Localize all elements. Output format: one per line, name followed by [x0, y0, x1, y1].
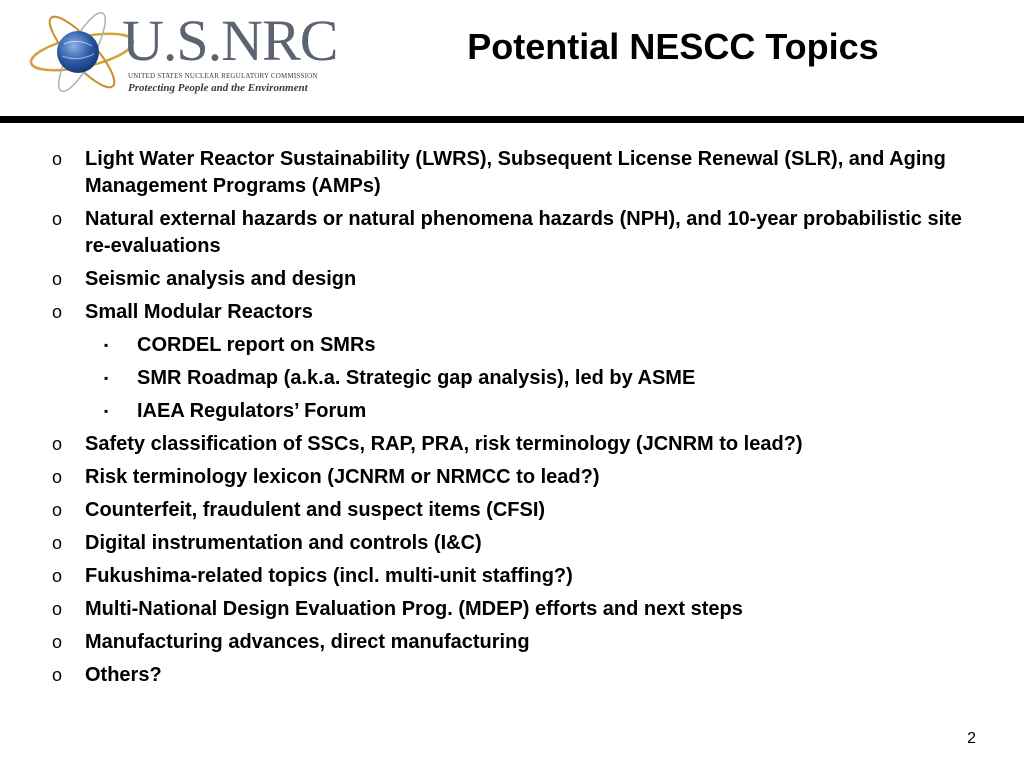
list-item-text: Multi-National Design Evaluation Prog. (MDEP) efforts and next steps [85, 598, 743, 620]
circle-bullet-icon: o [52, 149, 63, 169]
sub-list-item-text: SMR Roadmap (a.k.a. Strategic gap analysis), led by ASME [137, 367, 696, 389]
square-bullet-icon: ▪ [104, 404, 109, 418]
page-number: 2 [967, 730, 976, 747]
logo-tagline: Protecting People and the Environment [128, 82, 308, 94]
topic-list [52, 146, 972, 695]
list-item [52, 662, 972, 689]
logo-agency-name: UNITED STATES NUCLEAR REGULATORY COMMISSION [128, 72, 318, 80]
circle-bullet-icon: o [52, 533, 63, 553]
circle-bullet-icon: o [52, 566, 63, 586]
circle-bullet-icon: o [52, 599, 63, 619]
list-item [52, 299, 972, 326]
nrc-logo [24, 6, 344, 98]
list-item-text: Safety classification of SSCs, RAP, PRA, risk terminology (JCNRM to lead?) [85, 433, 803, 455]
circle-bullet-icon: o [52, 665, 63, 685]
list-item-text: Natural external hazards or natural phenomena hazards (NPH), and 10-year probabilistic site re-evaluations [85, 208, 962, 257]
list-item-text: Others? [85, 664, 162, 686]
list-item-text: Light Water Reactor Sustainability (LWRS), Subsequent License Renewal (SLR), and Aging Management Programs (AMPs) [85, 148, 946, 197]
sub-list-item [52, 365, 972, 392]
circle-bullet-icon: o [52, 632, 63, 652]
list-item-text: Digital instrumentation and controls (I&C) [85, 532, 482, 554]
list-item [52, 497, 972, 524]
list-item [52, 629, 972, 656]
list-item-text: Manufacturing advances, direct manufacturing [85, 631, 530, 653]
sub-list-item [52, 332, 972, 359]
list-item [52, 266, 972, 293]
atom-globe-icon [24, 6, 136, 98]
square-bullet-icon: ▪ [104, 338, 109, 352]
list-item [52, 464, 972, 491]
list-item-text: Seismic analysis and design [85, 268, 357, 290]
sub-list-item [52, 398, 972, 425]
list-item-text: Small Modular Reactors [85, 301, 313, 323]
list-item-text: Risk terminology lexicon (JCNRM or NRMCC to lead?) [85, 466, 600, 488]
list-item [52, 563, 972, 590]
circle-bullet-icon: o [52, 302, 63, 322]
logo-wordmark: U.S.NRC [122, 8, 338, 73]
slide-title: Potential NESCC Topics [467, 26, 879, 67]
list-item-text: Counterfeit, fraudulent and suspect items (CFSI) [85, 499, 546, 521]
circle-bullet-icon: o [52, 269, 63, 289]
list-item [52, 596, 972, 623]
list-item-text: Fukushima-related topics (incl. multi-unit staffing?) [85, 565, 573, 587]
list-item [52, 431, 972, 458]
sub-list-item-text: CORDEL report on SMRs [137, 334, 376, 356]
circle-bullet-icon: o [52, 467, 63, 487]
square-bullet-icon: ▪ [104, 371, 109, 385]
circle-bullet-icon: o [52, 500, 63, 520]
circle-bullet-icon: o [52, 434, 63, 454]
title-divider [0, 116, 1024, 123]
list-item [52, 146, 972, 200]
list-item [52, 206, 972, 260]
sub-list-item-text: IAEA Regulators’ Forum [137, 400, 367, 422]
circle-bullet-icon: o [52, 209, 63, 229]
list-item [52, 530, 972, 557]
